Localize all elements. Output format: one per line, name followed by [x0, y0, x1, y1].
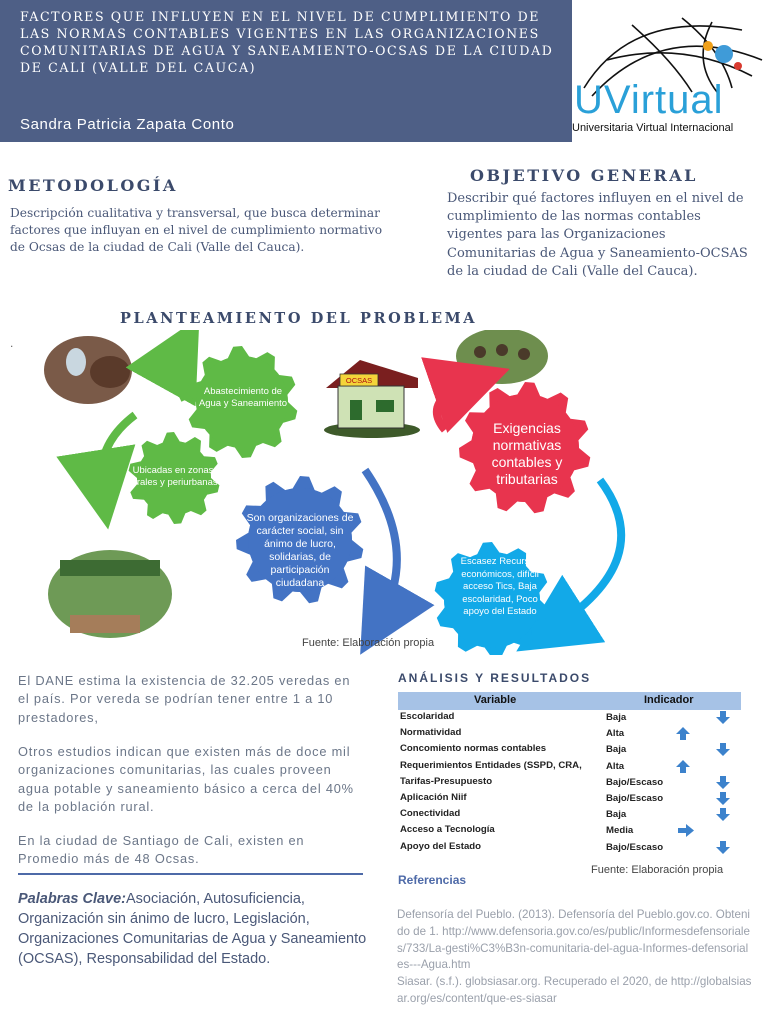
- row-indicador: Baja: [606, 744, 627, 756]
- table-source: Fuente: Elaboración propia: [591, 864, 724, 876]
- row-variable: Concomiento normas contables: [400, 743, 547, 755]
- row-variable: Escolaridad: [400, 711, 455, 722]
- down-arrow-icon: [716, 792, 730, 805]
- row-indicador: Baja: [606, 712, 627, 723]
- table-row: [398, 808, 741, 824]
- table-row: [398, 711, 741, 727]
- objetivo-text: Describir qué factores influyen en el nivel de cumplimiento de las normas contables vigentes para las Organizaciones Comunitarias de Agua y Saneamiento-OCSAS de la ciudad de Cali (Valle del Cauca).: [447, 191, 748, 279]
- row-variable: Acceso a Tecnología: [400, 824, 495, 836]
- row-indicador: Bajo/Escaso: [606, 776, 664, 788]
- logo-wordmark: UVirtual: [574, 78, 724, 122]
- cycle-arrow-cyan: [550, 480, 621, 630]
- results-table-header: [398, 692, 741, 710]
- referencias-text: Defensoría del Pueblo. (2013). Defensoría del Pueblo.gov.co. Obtenido de 1. http://www.defensoria.gov.co/es/public/Informesdefensoriales/733/La-gesti%C3%B3n-comunitaria-del-agua-Informes-defensoriales---Agua.htm Siasar. (s.f.). globsiasar.org. Recuperado el 2020, de http://globalsiasar.org/es/content/que-es-siasar: [397, 908, 752, 1005]
- problem-gear-diagram: [40, 330, 740, 655]
- row-variable: Tarifas-Presupuesto: [400, 775, 493, 787]
- house-sign-text: OCSAS: [345, 376, 373, 385]
- row-indicador: Bajo/Escaso: [606, 793, 664, 804]
- row-variable: Conectividad: [400, 808, 461, 820]
- row-indicador: Alta: [606, 760, 625, 772]
- column-indicador: Indicador: [644, 694, 694, 706]
- right-arrow-icon: [678, 824, 692, 837]
- table-row: [398, 727, 741, 743]
- diagram-source: Fuente: Elaboración propia: [302, 637, 435, 649]
- poster-author: Sandra Patricia Zapata Conto: [20, 116, 235, 133]
- row-variable: Normatividad: [400, 727, 462, 739]
- poster-title: FACTORES QUE INFLUYEN EN EL NIVEL DE CUMPLIMIENTO DE LAS NORMAS CONTABLES VIGENTES EN LAS ORGANIZACIONES COMUNITARIAS DE AGUA Y SANEAMIENTO-OCSAS DE LA CIUDAD DE CALI (VALLE DEL CAUCA): [20, 9, 554, 75]
- table-row: [398, 776, 741, 792]
- cycle-arrow-blue: [365, 470, 397, 620]
- up-arrow-icon: [676, 760, 690, 773]
- down-arrow-icon: [716, 711, 730, 724]
- up-arrow-icon: [676, 727, 690, 740]
- palabras-clave-text: Asociación, Autosuficiencia, Organización sin ánimo de lucro, Legislación, Organizaciones Comunitarias de Agua y Saneamiento (OCSAS), Responsabilidad del Estado.: [18, 891, 367, 967]
- table-row: [398, 743, 741, 759]
- table-row: [398, 792, 741, 808]
- column-variable: Variable: [474, 694, 517, 706]
- down-arrow-icon: [716, 743, 730, 756]
- dane-paragraph: El DANE estima la existencia de 32.205 veredas en el país. Por vereda se podrían tener entre 1 a 10 prestadores,: [18, 673, 351, 725]
- referencias-heading: Referencias: [398, 873, 467, 887]
- row-variable: Apoyo del Estado: [400, 840, 482, 852]
- gear-escasez-overlay: Escasez Recursos económicos, difícil acceso Tics, Baja escolaridad, Poco apoyo del Estado: [460, 556, 540, 617]
- gear-organizaciones-overlay: Son organizaciones de carácter social, sin ánimo de lucro, solidarias, de participación ciudadana: [246, 512, 354, 589]
- row-indicador: Baja: [606, 809, 627, 821]
- row-variable: Aplicación Niif: [400, 792, 467, 803]
- table-row: [398, 841, 741, 857]
- table-row: [398, 824, 741, 840]
- cali-paragraph: En la ciudad de Santiago de Cali, existen en Promedio más de 48 Ocsas.: [18, 833, 305, 867]
- gear-exigencias-overlay: Exigencias normativas contables y tributarias: [491, 420, 563, 487]
- house-icon: [324, 360, 420, 438]
- community-photo: [456, 330, 548, 384]
- row-indicador: Media: [606, 825, 634, 837]
- palabras-clave-label: Palabras Clave:: [18, 891, 127, 907]
- section-divider: [18, 873, 363, 875]
- row-indicador: Alta: [606, 728, 625, 740]
- cycle-arrow-green-top: [176, 352, 185, 400]
- down-arrow-icon: [716, 841, 730, 854]
- row-variable: Requerimientos Entidades (SSPD, CRA,: [400, 759, 582, 771]
- down-arrow-icon: [716, 808, 730, 821]
- uvirtual-logo: [572, 0, 768, 142]
- otros-estudios-paragraph: Otros estudios indican que existen más de doce mil organizaciones comunitarias, las cuales proveen agua potable y saneamiento básico a cerca del 40% de la población rural.: [18, 744, 354, 815]
- metodologia-heading: METODOLOGÍA: [8, 176, 178, 195]
- gear-ubicadas-overlay: Ubicadas en zonas rurales y periurbanas: [128, 465, 218, 488]
- analisis-heading: ANÁLISIS Y RESULTADOS: [398, 671, 592, 685]
- logo-subtitle: Universitaria Virtual Internacional: [572, 122, 734, 134]
- table-row: [398, 760, 741, 776]
- down-arrow-icon: [716, 776, 730, 789]
- row-indicador: Bajo/Escaso: [606, 841, 664, 853]
- planteamiento-heading: PLANTEAMIENTO DEL PROBLEMA: [120, 310, 478, 327]
- header-banner: [0, 0, 572, 142]
- gear-abastecimiento-overlay: Abastecimiento de Agua y Saneamiento: [198, 386, 288, 409]
- metodologia-text: Descripción cualitativa y transversal, que busca determinar factores que influyan en el nivel de cumplimiento normativo de Ocsas de la ciudad de Cali (Valle del Cauca).: [10, 206, 383, 254]
- palabras-clave: [18, 889, 368, 969]
- stray-dot: .: [10, 336, 14, 350]
- objetivo-heading: OBJETIVO GENERAL: [470, 166, 698, 185]
